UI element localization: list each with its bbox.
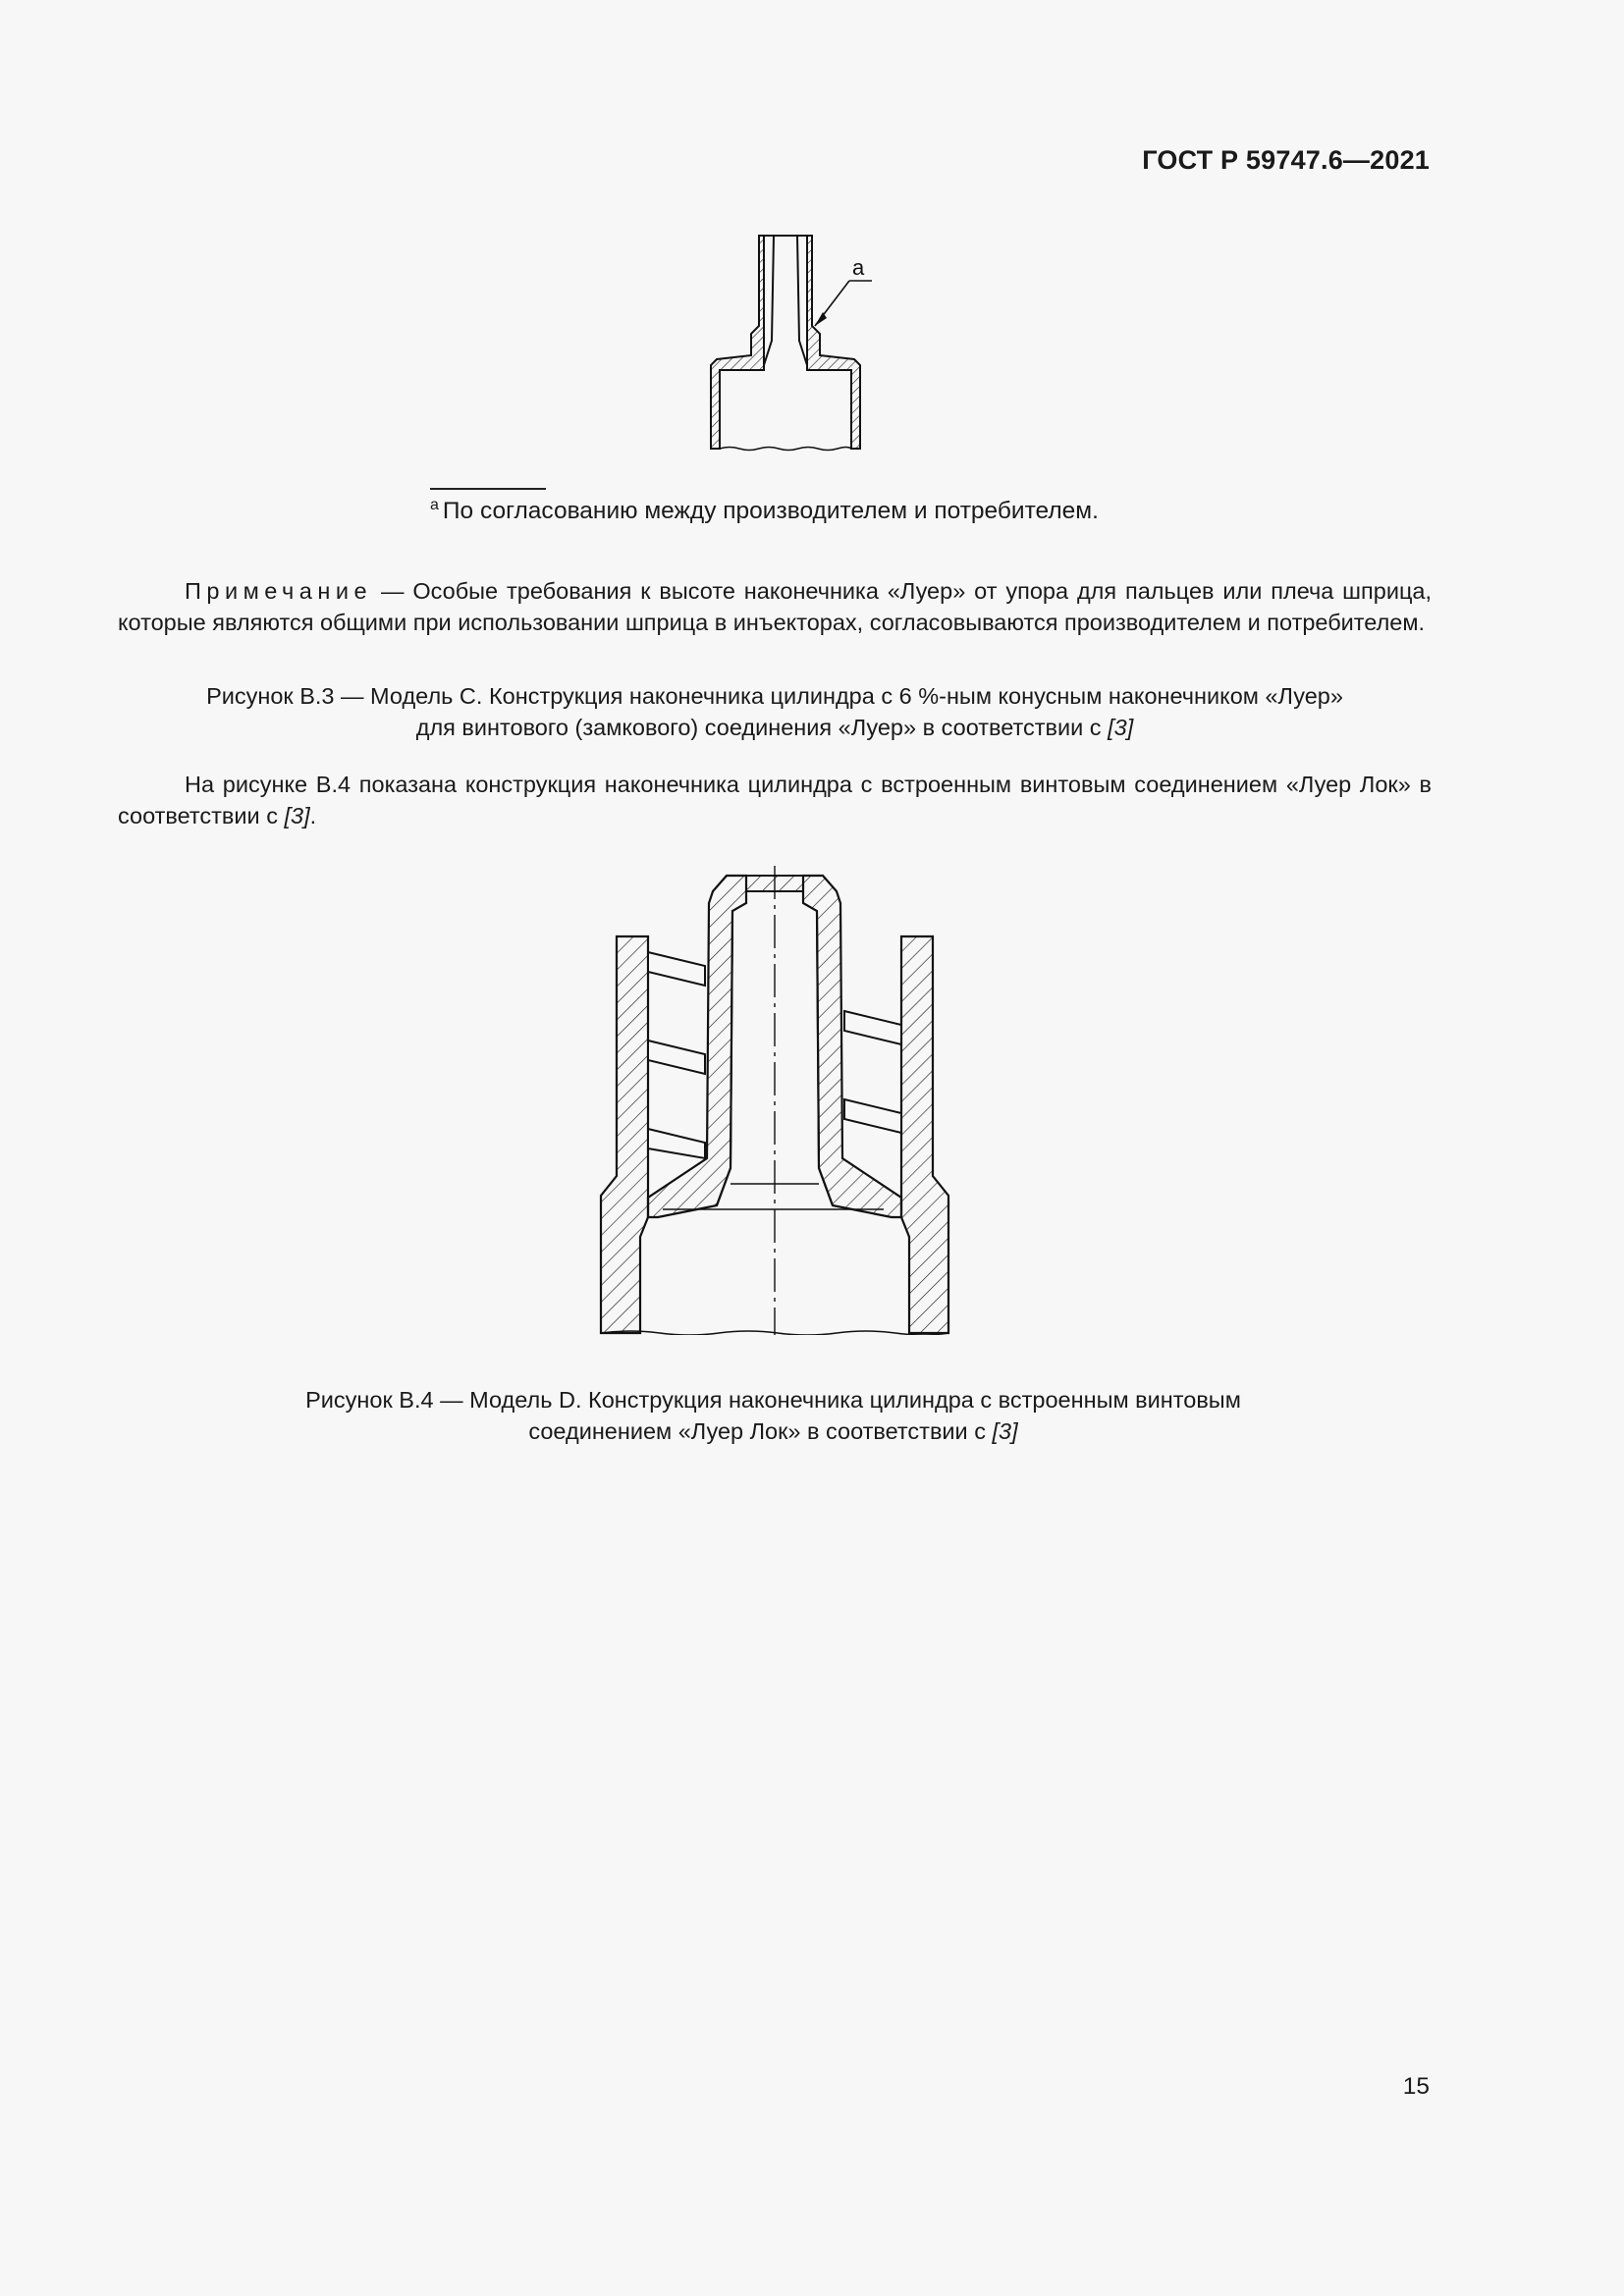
note-dash: — [380,578,405,604]
figure-b3-drawing [687,228,884,473]
figure-b4-drawing [589,864,962,1335]
document-header: ГОСТ Р 59747.6—2021 [1142,145,1430,175]
citation: [3] [284,803,310,828]
note [118,575,1432,638]
footnote [430,497,1099,525]
citation: [3] [1108,715,1134,740]
paragraph-text: На рисунке В.4 показана конструкция наконечника цилиндра с встроенным винтовым соединением «Луер Лок» в соответствии с [118,772,1432,828]
paragraph-end: . [309,803,317,828]
figure-b3-caption [118,680,1432,743]
caption-line [118,712,1432,743]
footnote-marker: a [430,497,439,513]
note-label: Примечание [185,578,373,604]
figure-b4-caption [177,1384,1370,1447]
footnote-text: По согласованию между производителем и потребителем. [442,498,1099,524]
caption-text: соединением «Луер Лок» в соответствии с [528,1418,986,1444]
footnote-rule [430,488,546,490]
body-paragraph [118,769,1432,831]
note-text: Особые требования к высоте наконечника «Луер» от упора для пальцев или плеча шприца, которые являются общими при использовании шприца в инъекторах, согласовываются производителем и потребителем. [118,578,1433,635]
citation: [3] [992,1418,1018,1444]
callout-label: а [852,255,865,280]
caption-line: Рисунок В.4 — Модель D. Конструкция наконечника цилиндра с встроенным винтовым [305,1387,1241,1413]
caption-line [177,1415,1370,1447]
page-number: 15 [1402,2073,1430,2100]
caption-text: для винтового (замкового) соединения «Луер» в соответствии с [415,715,1102,740]
caption-line: Рисунок В.3 — Модель С. Конструкция наконечника цилиндра с 6 %-ным конусным наконечником «Луер» [206,683,1343,709]
